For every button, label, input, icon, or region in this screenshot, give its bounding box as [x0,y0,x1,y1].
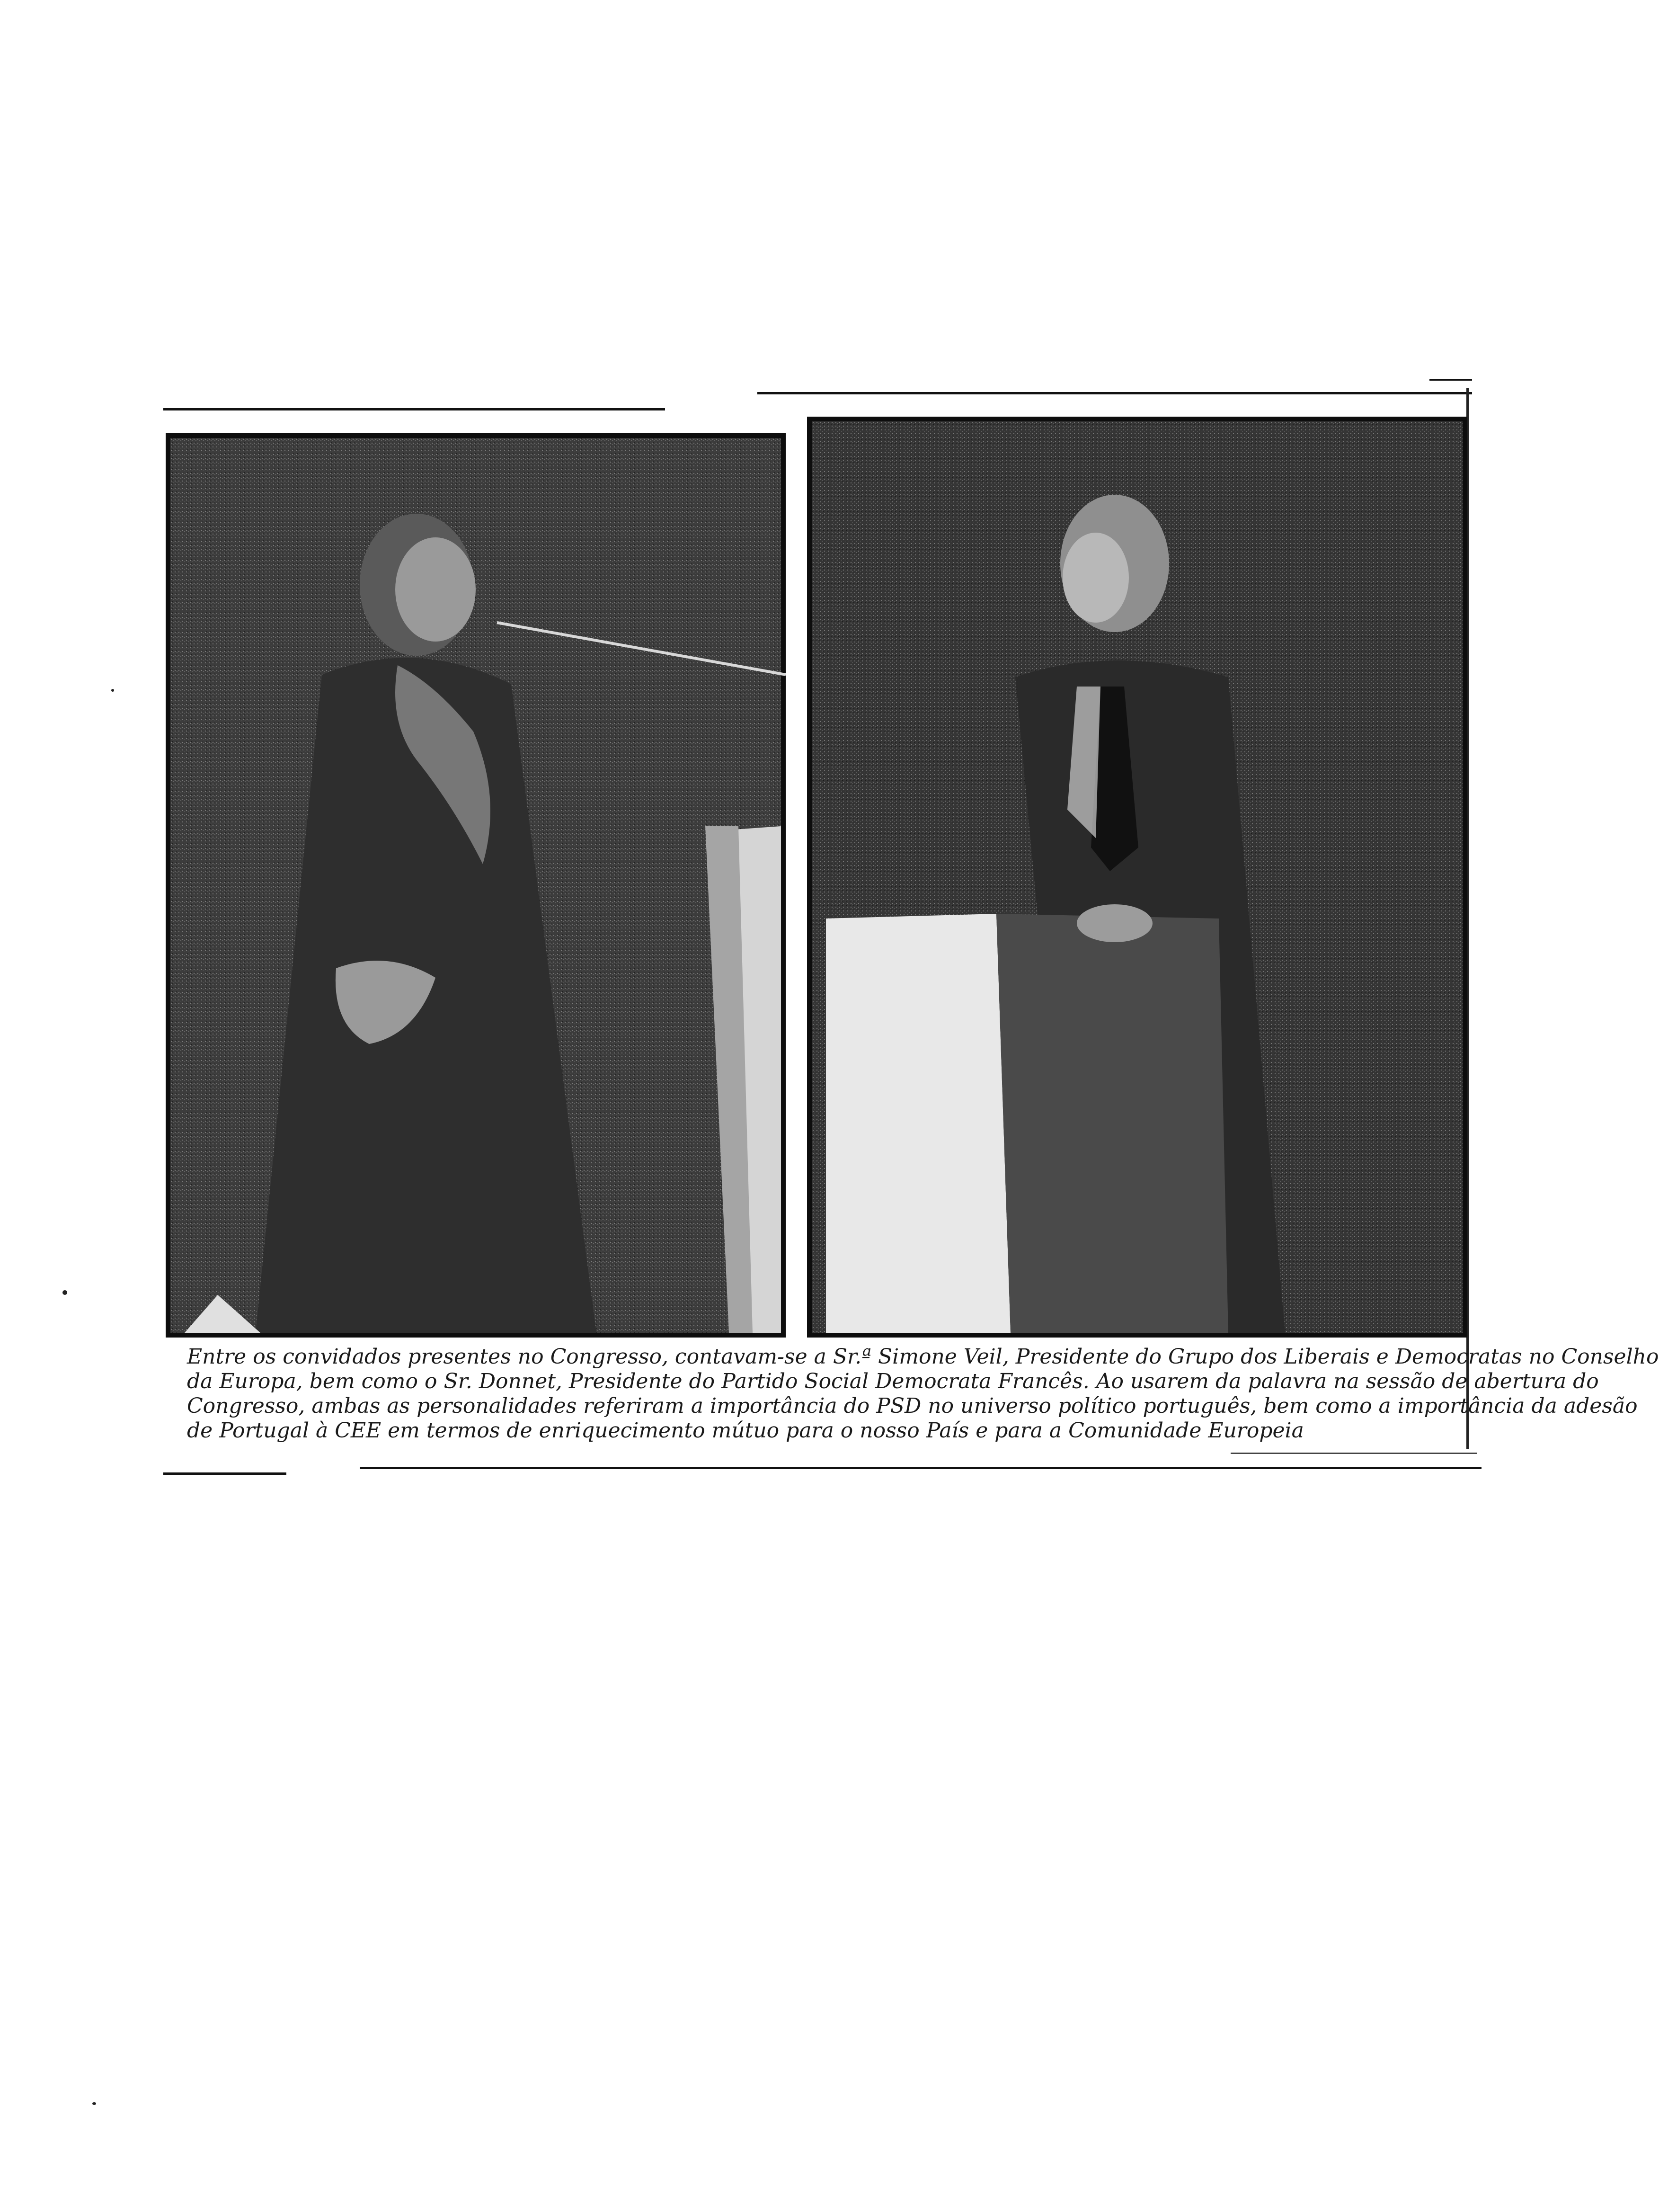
photo-simone-veil-image [170,438,781,1333]
scan-speck [92,2102,96,2105]
top-rule-right [757,392,1472,394]
scan-speck [111,689,114,692]
bottom-rule-left [163,1472,286,1475]
photo-caption [187,1345,1659,1443]
caption-line: Entre os convidados presentes no Congresso, contavam-se a Sr.ª Simone Veil, Presidente do Grupo dos Liberais e Democratas no Conselho [187,1345,1659,1369]
caption-bottom-rule [1231,1453,1477,1454]
caption-line: da Europa, bem como o Sr. Donnet, Presidente do Partido Social Democrata Francês. Ao usarem da palavra na sessão de abertura do [187,1369,1599,1393]
photo-donnet-image [812,421,1463,1333]
caption-line: Congresso, ambas as personalidades referiram a importância do PSD no universo político português, bem como a importância da adesão [187,1394,1638,1418]
top-rule-left [163,408,665,410]
caption-line: de Portugal à CEE em termos de enriquecimento mútuo para o nosso País e para a Comunidade Europeia [187,1418,1304,1443]
scan-speck [62,1290,67,1295]
photo-donnet [807,417,1467,1338]
bottom-rule-right [360,1467,1482,1469]
photo-simone-veil [166,433,786,1338]
top-rule-mark [1429,379,1472,381]
